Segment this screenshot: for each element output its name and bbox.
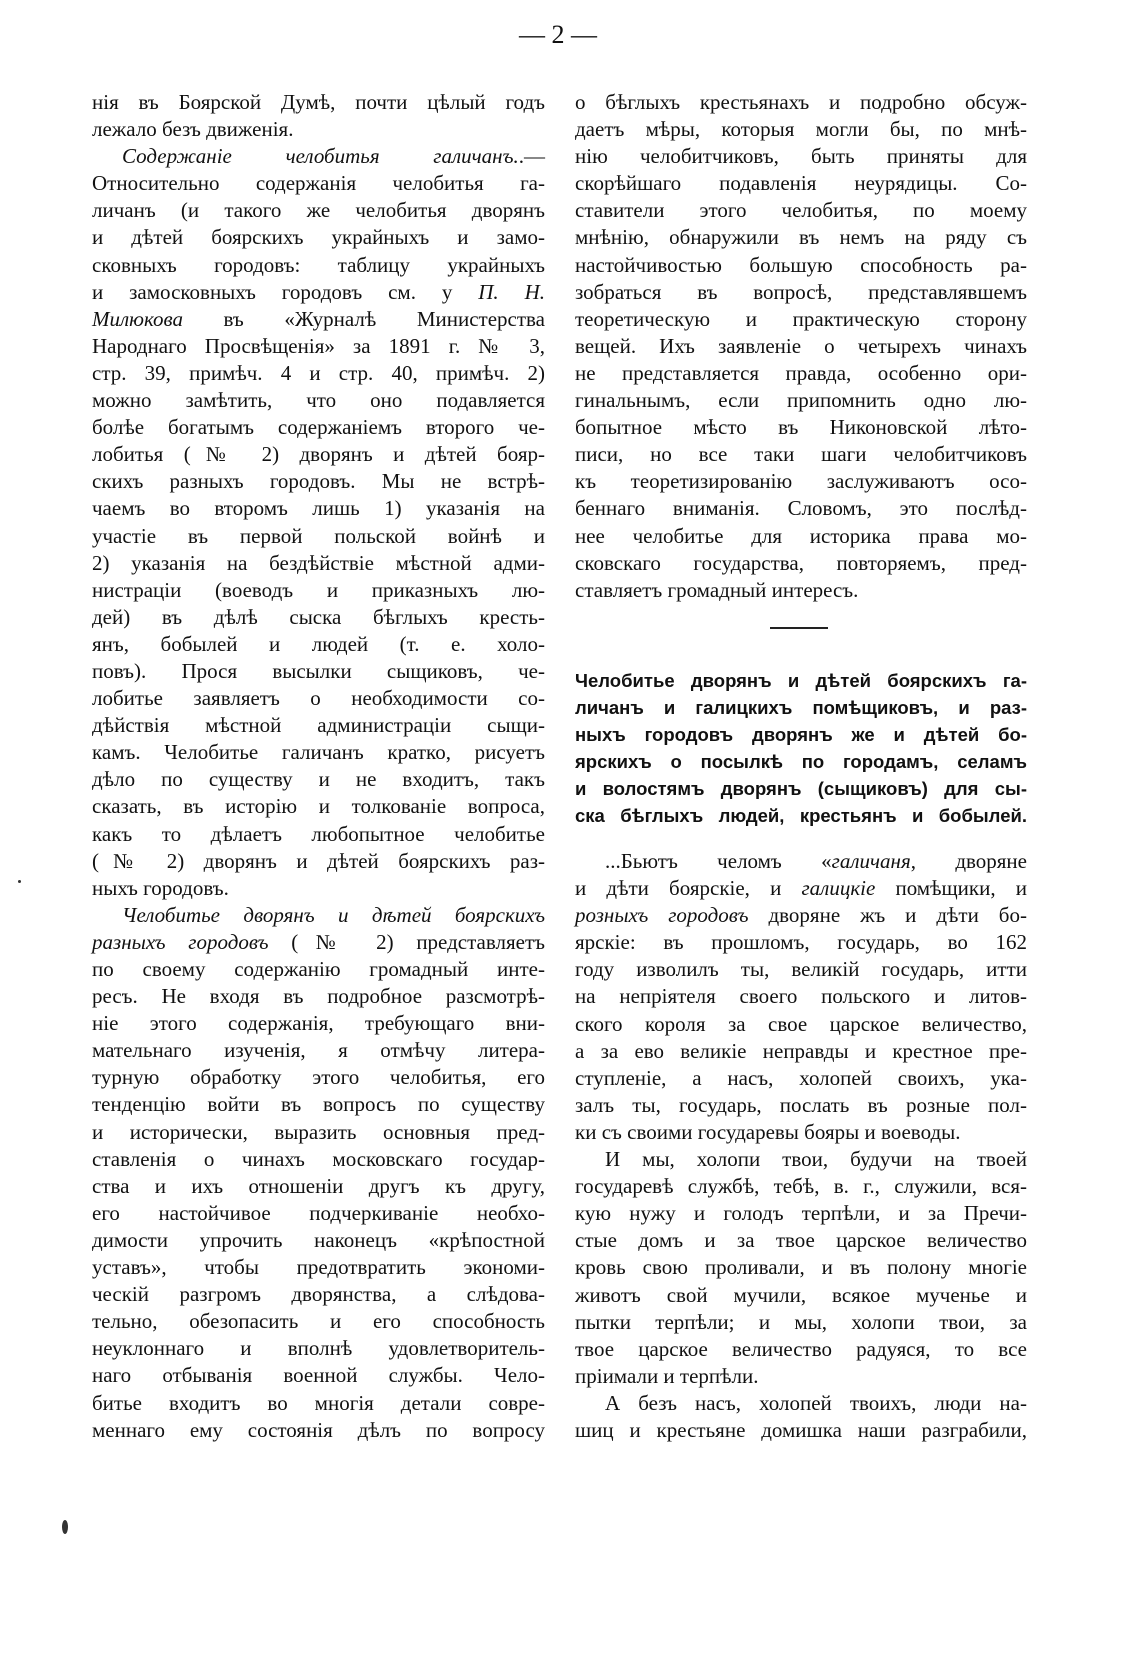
text-line xyxy=(92,1335,545,1362)
text: шиц и крестьяне домишка наши разграбили, xyxy=(575,1417,1027,1442)
section-heading xyxy=(575,667,1027,830)
text-line xyxy=(92,279,545,306)
text: и исторически, выразить основныя пред- xyxy=(92,1119,545,1144)
text-line xyxy=(575,550,1027,577)
text-line xyxy=(92,848,545,875)
text: личанъ и галицкихъ помѣщиковъ, и раз- xyxy=(575,697,1027,719)
text-line xyxy=(575,170,1027,197)
text-line xyxy=(575,116,1027,143)
italic-text: розныхъ городовъ xyxy=(575,903,749,928)
text: И мы, холопи твои, будучи на твоей xyxy=(605,1147,1027,1172)
text: о бѣглыхъ крестьянахъ и подробно обсуж- xyxy=(575,90,1027,114)
right-column-body xyxy=(575,848,1027,1444)
text: по своему содержанію громадный инте- xyxy=(92,957,545,981)
scan-speck xyxy=(62,1520,68,1534)
text: личанъ (и такого же челобитья дворянъ xyxy=(92,198,545,223)
text: повъ). Прося высылки сыщиковъ, че- xyxy=(92,658,545,683)
italic-text: Милюкова xyxy=(92,306,183,331)
text-line xyxy=(92,821,545,848)
right-column-top xyxy=(575,89,1027,604)
text: (№ 2) дворянъ и дѣтей боярскихъ раз- xyxy=(92,848,545,873)
text: лобитья (№ 2) дворянъ и дѣтей бояр- xyxy=(92,442,545,467)
text: и волостямъ дворянъ (сыщиковъ) для сы- xyxy=(575,778,1027,800)
text: ческій разгромъ дворянства, а слѣдова- xyxy=(92,1282,545,1307)
text: ныхъ городовъ. xyxy=(92,875,229,900)
text-line xyxy=(92,604,545,631)
text: зобраться въ вопросѣ, представлявшемъ xyxy=(575,279,1027,304)
text-line xyxy=(92,1417,545,1444)
text: ...Бьютъ челомъ « xyxy=(605,849,832,873)
text-line xyxy=(92,1064,545,1091)
text-line xyxy=(92,1010,545,1037)
text-line xyxy=(92,631,545,658)
text-line xyxy=(92,1173,545,1200)
text: даетъ мѣры, которыя могли бы, по мнѣ- xyxy=(575,117,1027,142)
text: стр. 39, примѣч. 4 и стр. 40, примѣч. 2) xyxy=(92,360,545,385)
text-line xyxy=(575,875,1027,902)
text: 2) указанія на бездѣйствіе мѣстной адми- xyxy=(92,550,545,575)
text-line xyxy=(575,441,1027,468)
text-line xyxy=(92,793,545,820)
text: дей) въ дѣлѣ сыска бѣглыхъ кресть- xyxy=(92,604,545,629)
text: дѣйствія мѣстной администраціи сыщи- xyxy=(92,713,545,738)
text: дѣло по существу и не входитъ, такъ xyxy=(92,767,545,792)
text-line xyxy=(92,983,545,1010)
text-line xyxy=(92,902,545,929)
text-line xyxy=(92,1146,545,1173)
text-line xyxy=(575,252,1027,279)
text-line xyxy=(92,929,545,956)
text-line xyxy=(575,929,1027,956)
text-line xyxy=(92,956,545,983)
italic-text: галицкіе xyxy=(801,876,876,901)
text-line xyxy=(575,197,1027,224)
text: лобитье заявляетъ о необходимости со- xyxy=(92,686,545,711)
text: ресъ. Не входя въ подробное разсмотрѣ- xyxy=(92,984,545,1009)
text: сковныхъ городовъ: таблицу украйныхъ xyxy=(92,252,545,277)
text-line xyxy=(92,89,545,116)
text: наго отбыванія военной службы. Чело- xyxy=(92,1363,545,1388)
text: уставъ», чтобы предотвратить экономи- xyxy=(92,1255,545,1280)
text-line xyxy=(92,550,545,577)
left-column xyxy=(92,89,545,1444)
text-line xyxy=(92,414,545,441)
italic-text: Содержаніе челобитья галичанъ. xyxy=(122,144,519,169)
text: ского короля за свое царское величество, xyxy=(575,1011,1027,1036)
text: твое царское величество радуяся, то все xyxy=(575,1336,1027,1361)
text: лежало безъ движенія. xyxy=(92,117,294,142)
text: можно замѣтить, что оно подавляется xyxy=(92,388,545,413)
text-line xyxy=(92,875,545,902)
text: тенденцію войти въ вопросъ по существу xyxy=(92,1092,545,1117)
text-line xyxy=(92,252,545,279)
text: .— xyxy=(518,144,545,169)
text-line xyxy=(575,279,1027,306)
text-line xyxy=(575,360,1027,387)
text-line xyxy=(575,721,1027,748)
text-line xyxy=(575,667,1027,694)
text: болѣе богатымъ содержаніемъ второго че- xyxy=(92,415,545,440)
text: А безъ насъ, холопей твоихъ, люди на- xyxy=(605,1390,1027,1415)
text: вещей. Ихъ заявленіе о четырехъ чинахъ xyxy=(575,333,1027,358)
text: къ теоретизированію заслуживаютъ осо- xyxy=(575,469,1027,494)
text: нистраціи (воеводъ и приказныхъ лю- xyxy=(92,577,545,602)
text-line xyxy=(575,468,1027,495)
text: на непріятеля своего польского и литов- xyxy=(575,984,1027,1009)
text: (№ 2) представляетъ xyxy=(268,929,545,954)
text-line xyxy=(575,775,1027,802)
text-line xyxy=(92,1037,545,1064)
text: ступленіе, а насъ, холопей своихъ, ука- xyxy=(575,1065,1027,1090)
text-line xyxy=(92,116,545,143)
text-line xyxy=(575,1173,1027,1200)
text: ставители этого челобитья, по моему xyxy=(575,198,1027,223)
text: не представляется правда, особенно ори- xyxy=(575,360,1027,385)
text-line xyxy=(92,577,545,604)
text: Народнаго Просвѣщенія» за 1891 г. № 3, xyxy=(92,333,545,358)
text-line xyxy=(575,802,1027,829)
text: беннаго вниманія. Словомъ, это послѣд- xyxy=(575,496,1027,521)
text-line xyxy=(92,468,545,495)
text-line xyxy=(575,1200,1027,1227)
text-line xyxy=(92,1390,545,1417)
text-line xyxy=(92,1227,545,1254)
text-line xyxy=(575,414,1027,441)
text: скорѣйшаго подавленія неурядицы. Со- xyxy=(575,171,1027,196)
text: нее челобитье для историка права мо- xyxy=(575,523,1027,548)
text-line xyxy=(92,685,545,712)
text-line xyxy=(92,333,545,360)
text-line xyxy=(92,739,545,766)
text: бопытное мѣсто въ Никоновской лѣто- xyxy=(575,415,1027,440)
text: государевѣ службѣ, тебѣ, в. г., служили, вся- xyxy=(575,1174,1027,1199)
text: писи, но все таки шаги челобитчиковъ xyxy=(575,442,1027,467)
text-line xyxy=(575,1065,1027,1092)
text-line xyxy=(575,956,1027,983)
text: мательнаго изученія, я отмѣчу литера- xyxy=(92,1038,545,1063)
text-line xyxy=(575,387,1027,414)
text-line xyxy=(92,1119,545,1146)
text: димости упрочить наконецъ «крѣпостной xyxy=(92,1227,545,1252)
text: ярскихъ о посылкѣ по городамъ, селамъ xyxy=(575,751,1027,773)
italic-text: Челобитье дворянъ и дѣтей боярскихъ xyxy=(122,902,545,927)
text-line xyxy=(575,1038,1027,1065)
text: стые домъ и за твое царское величество xyxy=(575,1228,1027,1253)
page-number: — 2 — xyxy=(519,20,597,49)
text: нія въ Боярской Думѣ, почти цѣлый годъ xyxy=(92,90,545,114)
text: битье входитъ во многія детали совре- xyxy=(92,1390,545,1415)
text-line xyxy=(575,848,1027,875)
text: какъ то дѣлаетъ любопытное челобитье xyxy=(92,821,545,846)
text-line xyxy=(575,1336,1027,1363)
text-line xyxy=(575,1417,1027,1444)
italic-text: разныхъ городовъ xyxy=(92,929,269,954)
text-line xyxy=(92,766,545,793)
text: залъ ты, государь, послать въ розные пол- xyxy=(575,1092,1027,1117)
text: и дѣти боярскіе, и xyxy=(575,876,802,901)
text-line xyxy=(575,306,1027,333)
text-line xyxy=(575,1390,1027,1417)
text-line xyxy=(92,523,545,550)
text: ска бѣглыхъ людей, крестьянъ и бобылей. xyxy=(575,805,1027,827)
text-line xyxy=(92,170,545,197)
italic-text: галичаня xyxy=(831,849,911,873)
text: кровь свою проливали, и въ полону многіе xyxy=(575,1255,1027,1280)
text-line xyxy=(92,658,545,685)
text-line xyxy=(575,1309,1027,1336)
text-line xyxy=(575,577,1027,604)
text: участіе въ первой польской войнѣ и xyxy=(92,523,545,548)
text: сказать, въ исторію и толкованіе вопроса, xyxy=(92,794,545,819)
text: кую нужу и голодъ терпѣли, и за Пречи- xyxy=(575,1201,1027,1226)
text: и дѣтей боярскихъ украйныхъ и замо- xyxy=(92,225,545,250)
text-line xyxy=(92,197,545,224)
text: ки съ своими государевы бояры и воеводы. xyxy=(575,1119,961,1144)
text-line xyxy=(575,1363,1027,1390)
text: Относительно содержанія челобитья га- xyxy=(92,171,545,196)
text-line xyxy=(92,1091,545,1118)
text: его настойчивое подчеркиваніе необхо- xyxy=(92,1200,545,1225)
text: а за ево великіе неправды и крестное пре- xyxy=(575,1038,1027,1063)
text: ставленія о чинахъ московскаго государ- xyxy=(92,1146,545,1171)
text-line xyxy=(575,694,1027,721)
text: камъ. Челобитье галичанъ кратко, рисуетъ xyxy=(92,740,545,765)
text: тельно, обезопасить и его способность xyxy=(92,1309,545,1334)
text: настойчивостью большую способность ра- xyxy=(575,252,1027,277)
text: ныхъ городовъ дворянъ же и дѣтей бо- xyxy=(575,724,1027,746)
text: турную обработку этого челобитья, его xyxy=(92,1065,545,1090)
text: помѣщики, и xyxy=(875,876,1027,901)
text-line xyxy=(575,1254,1027,1281)
text: янъ, бобылей и людей (т. е. холо- xyxy=(92,631,545,656)
text: нію челобитчиковъ, быть приняты для xyxy=(575,144,1027,169)
text-line xyxy=(92,360,545,387)
text-line xyxy=(575,902,1027,929)
text-line xyxy=(575,1092,1027,1119)
section-divider xyxy=(770,627,828,629)
text: , дворяне xyxy=(910,849,1027,873)
text: году изволилъ ты, великій государь, итти xyxy=(575,957,1027,982)
text-line xyxy=(92,1254,545,1281)
text: пытки терпѣли; и мы, холопи твои, за xyxy=(575,1309,1027,1334)
text-line xyxy=(575,1282,1027,1309)
text-line xyxy=(575,523,1027,550)
text: и замосковныхъ городовъ см. у xyxy=(92,279,479,304)
text-line xyxy=(92,387,545,414)
text-line xyxy=(92,712,545,739)
text: скихъ разныхъ городовъ. Мы не встрѣ- xyxy=(92,469,545,494)
text-line xyxy=(92,143,545,170)
text: чаемъ во второмъ лишь 1) указанія на xyxy=(92,496,545,521)
text: пріимали и терпѣли. xyxy=(575,1363,759,1388)
text-line xyxy=(92,1308,545,1335)
scan-speck xyxy=(18,880,21,883)
text: сковскаго государства, повторяемъ, пред- xyxy=(575,550,1027,575)
text-line xyxy=(92,495,545,522)
text-line xyxy=(575,89,1027,116)
text-line xyxy=(92,1362,545,1389)
italic-text: П. Н. xyxy=(478,279,545,304)
text: ставляетъ громадный интересъ. xyxy=(575,577,859,602)
text: дворяне жъ и дѣти бо- xyxy=(748,903,1027,928)
text-line xyxy=(575,1146,1027,1173)
text-line xyxy=(575,333,1027,360)
text-line xyxy=(92,224,545,251)
text: Челобитье дворянъ и дѣтей боярскихъ га- xyxy=(575,670,1027,691)
text-line xyxy=(575,1011,1027,1038)
text-line xyxy=(575,1227,1027,1254)
text: ніе этого содержанія, требующаго вни- xyxy=(92,1011,545,1036)
text: теоретическую и практическую сторону xyxy=(575,306,1027,331)
text: животъ свой мучили, всякое мученье и xyxy=(575,1282,1027,1307)
text-line xyxy=(575,143,1027,170)
text-line xyxy=(575,224,1027,251)
text-line xyxy=(575,495,1027,522)
text: меннаго ему состоянія дѣлъ по вопросу xyxy=(92,1417,545,1442)
text-line xyxy=(575,1119,1027,1146)
text-line xyxy=(575,983,1027,1010)
text-line xyxy=(575,748,1027,775)
text: гинальнымъ, если припомнить одно лю- xyxy=(575,388,1027,413)
text-line xyxy=(92,306,545,333)
text: въ «Журналѣ Министерства xyxy=(182,306,545,331)
text: неуклоннаго и вполнѣ удовлетворитель- xyxy=(92,1336,545,1361)
text-line xyxy=(92,441,545,468)
text-line xyxy=(92,1200,545,1227)
text: ярскіе: въ прошломъ, государь, во 162 xyxy=(575,930,1027,955)
text: мнѣнію, обнаружили въ немъ на ряду съ xyxy=(575,225,1027,250)
text: ства и ихъ отношеніи другъ къ другу, xyxy=(92,1173,545,1198)
text-line xyxy=(92,1281,545,1308)
